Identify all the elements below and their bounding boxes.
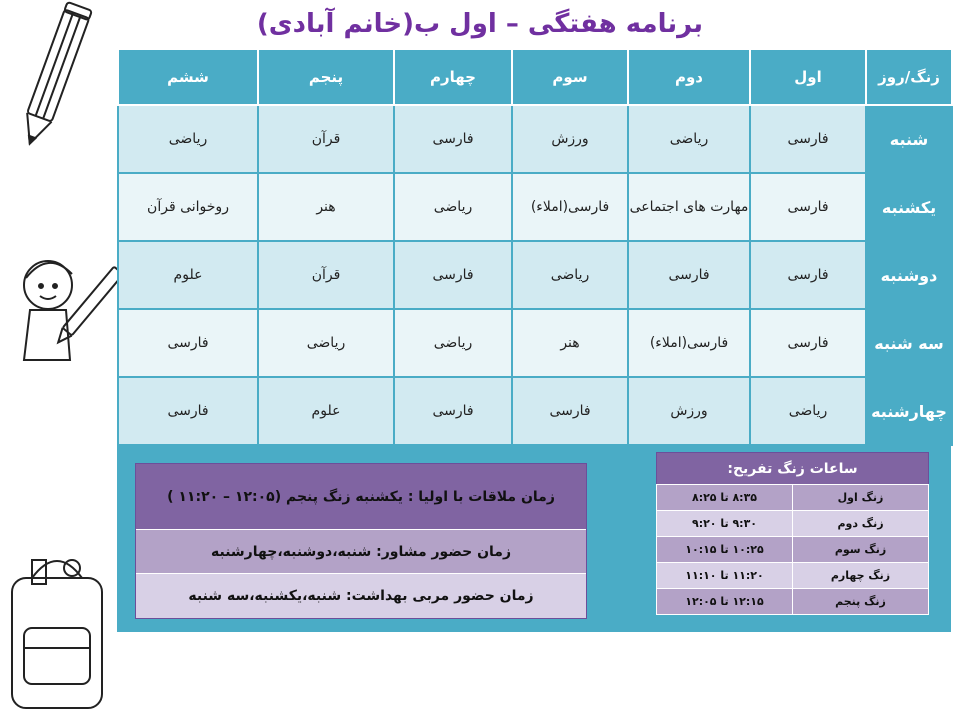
boy-with-pencil-icon xyxy=(8,250,118,375)
subject-cell: فارسی xyxy=(394,241,512,309)
day-label: شنبه xyxy=(866,105,952,173)
table-row xyxy=(657,589,929,615)
table-row xyxy=(118,309,952,377)
subject-cell: فارسی xyxy=(512,377,628,445)
bell-label: زنگ دوم xyxy=(793,511,929,537)
table-row xyxy=(118,377,952,445)
table-row xyxy=(657,563,929,589)
subject-cell: ریاضی xyxy=(394,173,512,241)
subject-cell: علوم xyxy=(258,377,394,445)
subject-cell: مهارت های اجتماعی xyxy=(628,173,750,241)
health-coach-presence: زمان حضور مربی بهداشت: شنبه،یکشنبه،سه شنبه xyxy=(136,574,586,618)
corner-header: زنگ/روز xyxy=(866,49,952,105)
subject-cell: ریاضی xyxy=(394,309,512,377)
break-time: ۱۰:۲۵ تا ۱۰:۱۵ xyxy=(657,537,793,563)
counselor-presence: زمان حضور مشاور: شنبه،دوشنبه،چهارشنبه xyxy=(136,530,586,574)
subject-cell: فارسی xyxy=(118,309,258,377)
subject-cell: ریاضی xyxy=(118,105,258,173)
table-row xyxy=(657,537,929,563)
bell-label: زنگ سوم xyxy=(793,537,929,563)
subject-cell: روخوانی قرآن xyxy=(118,173,258,241)
info-box xyxy=(135,463,587,619)
pencil-icon xyxy=(4,0,104,160)
subject-cell: فارسی xyxy=(750,105,866,173)
subject-cell: ریاضی xyxy=(258,309,394,377)
day-label: چهارشنبه xyxy=(866,377,952,445)
subject-cell: فارسی xyxy=(118,377,258,445)
subject-cell: فارسی(املاء) xyxy=(628,309,750,377)
break-times-title: ساعات زنگ تفریح: xyxy=(657,453,929,485)
break-time: ۱۱:۲۰ تا ۱۱:۱۰ xyxy=(657,563,793,589)
break-times-table xyxy=(656,452,929,615)
day-label: یکشنبه xyxy=(866,173,952,241)
subject-cell: فارسی xyxy=(394,377,512,445)
day-label: سه شنبه xyxy=(866,309,952,377)
table-row xyxy=(657,511,929,537)
subject-cell: فارسی(املاء) xyxy=(512,173,628,241)
weekly-schedule-table xyxy=(117,48,953,446)
table-row xyxy=(118,105,952,173)
table-row xyxy=(118,173,952,241)
period-header: چهارم xyxy=(394,49,512,105)
parent-meeting-time: زمان ملاقات با اولیا : یکشنبه زنگ پنجم (۱۲:۰۵ – ۱۱:۲۰ ) xyxy=(136,464,586,530)
bell-label: زنگ چهارم xyxy=(793,563,929,589)
period-header: اول xyxy=(750,49,866,105)
subject-cell: فارسی xyxy=(750,309,866,377)
period-header: سوم xyxy=(512,49,628,105)
table-row xyxy=(657,485,929,511)
day-label: دوشنبه xyxy=(866,241,952,309)
subject-cell: فارسی xyxy=(750,173,866,241)
school-backpack-icon xyxy=(2,548,114,718)
break-time: ۹:۳۰ تا ۹:۲۰ xyxy=(657,511,793,537)
subject-cell: فارسی xyxy=(628,241,750,309)
period-header: ششم xyxy=(118,49,258,105)
period-header: پنجم xyxy=(258,49,394,105)
bell-label: زنگ پنجم xyxy=(793,589,929,615)
subject-cell: فارسی xyxy=(394,105,512,173)
subject-cell: قرآن xyxy=(258,241,394,309)
subject-cell: قرآن xyxy=(258,105,394,173)
break-time: ۱۲:۱۵ تا ۱۲:۰۵ xyxy=(657,589,793,615)
bell-label: زنگ اول xyxy=(793,485,929,511)
subject-cell: فارسی xyxy=(750,241,866,309)
schedule-header-row xyxy=(118,49,952,105)
subject-cell: ریاضی xyxy=(628,105,750,173)
subject-cell: ریاضی xyxy=(750,377,866,445)
subject-cell: هنر xyxy=(258,173,394,241)
subject-cell: ورزش xyxy=(512,105,628,173)
subject-cell: ورزش xyxy=(628,377,750,445)
subject-cell: علوم xyxy=(118,241,258,309)
page-title: برنامه هفتگی – اول ب(خانم آبادی) xyxy=(256,9,704,39)
period-header: دوم xyxy=(628,49,750,105)
table-row xyxy=(118,241,952,309)
break-time: ۸:۳۵ تا ۸:۲۵ xyxy=(657,485,793,511)
subject-cell: ریاضی xyxy=(512,241,628,309)
subject-cell: هنر xyxy=(512,309,628,377)
